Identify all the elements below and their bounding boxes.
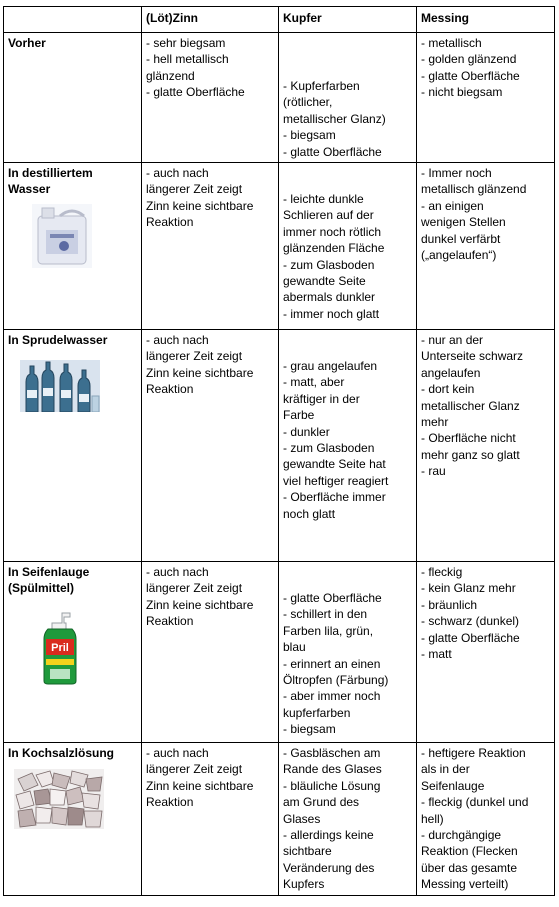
cell-line: - Oberfläche immer — [283, 490, 386, 505]
cell-line: - auch nach — [146, 166, 209, 181]
cell-line: - glatte Oberfläche — [421, 630, 520, 645]
salt-crystals-image — [14, 769, 137, 829]
cell-line: wenigen Stellen — [421, 215, 506, 230]
cell-line: - dort kein — [421, 382, 475, 397]
cell-line: Zinn keine sichtbare — [146, 597, 254, 612]
row-label-destilliertes-wasser — [4, 163, 142, 330]
cell-line: Reaktion — [146, 614, 194, 629]
cell-line: - hell metallisch — [146, 52, 229, 67]
cell-line: Reaktion — [146, 215, 194, 230]
row-label-line: In destilliertem — [8, 166, 93, 181]
cell-line: Zinn keine sichtbare — [146, 198, 254, 213]
cell-kupfer — [279, 33, 417, 163]
cell-line: - leichte dunkle — [283, 192, 364, 207]
water-canister-image — [32, 204, 137, 268]
cell-line: metallischer Glanz) — [283, 111, 386, 126]
cell-line: metallischer Glanz — [421, 398, 520, 413]
cell-line: abermals dunkler — [283, 290, 376, 305]
cell-messing — [417, 163, 555, 330]
cell-line: Öltropfen (Färbung) — [283, 673, 389, 688]
cell-line: - durchgängige — [421, 828, 502, 843]
cell-line: Kupfers — [283, 877, 325, 892]
cell-zinn — [142, 330, 279, 562]
cell-line: Reaktion — [146, 382, 194, 397]
cell-messing — [417, 330, 555, 562]
cell-line: längerer Zeit zeigt — [146, 182, 243, 197]
table-row — [4, 163, 555, 330]
cell-kupfer — [279, 562, 417, 743]
cell-line: sichtbare — [283, 844, 332, 859]
cell-line: - fleckig (dunkel und — [421, 795, 529, 810]
cell-line: Schlieren auf der — [283, 208, 374, 223]
cell-line: längerer Zeit zeigt — [146, 581, 243, 596]
row-label-line: In Seifenlauge — [8, 565, 90, 580]
cell-line: - aber immer noch — [283, 689, 381, 704]
cell-line: (rötlicher, — [283, 95, 333, 110]
cell-line: - rau — [421, 464, 446, 479]
row-label-line: Vorher — [8, 36, 46, 50]
cell-line: Seifenlauge — [421, 778, 485, 793]
row-label-kochsalzloesung — [4, 743, 142, 896]
cell-line: Farbe — [283, 408, 315, 423]
cell-line: - Gasbläschen am — [283, 746, 381, 761]
table-row — [4, 743, 555, 896]
cell-line: - zum Glasboden — [283, 441, 375, 456]
cell-line: gewandte Seite — [283, 274, 366, 289]
cell-line: glänzend — [146, 68, 195, 83]
header-cell-kupfer: Kupfer — [279, 7, 417, 33]
row-label-vorher — [4, 33, 142, 163]
cell-line: - nur an der — [421, 333, 484, 348]
cell-line: Zinn keine sichtbare — [146, 778, 254, 793]
cell-line: - allerdings keine — [283, 828, 374, 843]
cell-line: - Oberfläche nicht — [421, 431, 516, 446]
cell-line: Reaktion (Flecken — [421, 844, 518, 859]
cell-messing — [417, 33, 555, 163]
cell-line: - metallisch — [421, 36, 482, 50]
cell-line: noch glatt — [283, 506, 336, 521]
table-header-row — [4, 7, 555, 33]
cell-messing — [417, 743, 555, 896]
cell-line: längerer Zeit zeigt — [146, 762, 243, 777]
cell-line: Unterseite schwarz — [421, 349, 524, 364]
table-row — [4, 562, 555, 743]
cell-line: - auch nach — [146, 333, 209, 348]
cell-line: - zum Glasboden — [283, 257, 375, 272]
cell-line: - glatte Oberfläche — [283, 144, 382, 159]
cell-line: - nicht biegsam — [421, 85, 503, 100]
cell-line: als in der — [421, 762, 470, 777]
cell-line: - an einigen — [421, 198, 484, 213]
cell-line: - matt — [421, 647, 452, 662]
cell-kupfer — [279, 163, 417, 330]
cell-line: - schillert in den — [283, 607, 368, 622]
pril-bottle-image — [38, 609, 137, 685]
cell-line: - glatte Oberfläche — [283, 591, 382, 606]
cell-kupfer — [279, 330, 417, 562]
cell-line: Zinn keine sichtbare — [146, 365, 254, 380]
cell-line: gewandte Seite hat — [283, 457, 386, 472]
cell-zinn — [142, 163, 279, 330]
cell-line: mehr — [421, 415, 449, 430]
cell-line: immer noch rötlich — [283, 224, 382, 239]
table-row — [4, 33, 555, 163]
cell-line: metallisch glänzend — [421, 182, 527, 197]
cell-messing — [417, 562, 555, 743]
cell-line: kräftiger in der — [283, 391, 360, 406]
cell-line: - sehr biegsam — [146, 36, 226, 50]
cell-line: - Kupferfarben — [283, 79, 360, 93]
cell-zinn — [142, 743, 279, 896]
row-label-sprudelwasser — [4, 330, 142, 562]
cell-line: am Grund des — [283, 795, 360, 810]
cell-line: glänzenden Fläche — [283, 241, 385, 256]
cell-line: - Immer noch — [421, 166, 492, 181]
cell-line: - immer noch glatt — [283, 306, 380, 321]
cell-line: Glases — [283, 811, 321, 826]
svg-text:Pril: Pril — [51, 641, 69, 654]
row-label-line: Wasser — [8, 182, 51, 197]
cell-line: - fleckig — [421, 565, 463, 580]
cell-line: Messing verteilt) — [421, 877, 509, 892]
cell-line: längerer Zeit zeigt — [146, 349, 243, 364]
cell-line: - glatte Oberfläche — [421, 68, 520, 83]
cell-line: - bläuliche Lösung — [283, 778, 381, 793]
cell-line: - grau angelaufen — [283, 359, 378, 374]
cell-line: - schwarz (dunkel) — [421, 614, 520, 629]
cell-line: viel heftiger reagiert — [283, 473, 389, 488]
cell-line: - erinnert an einen — [283, 656, 381, 671]
cell-zinn — [142, 562, 279, 743]
water-bottles-image — [20, 360, 137, 412]
cell-line: - auch nach — [146, 746, 209, 761]
cell-line: - golden glänzend — [421, 52, 517, 67]
row-label-line: In Kochsalzlösung — [8, 746, 115, 761]
table-row — [4, 330, 555, 562]
cell-line: - glatte Oberfläche — [146, 85, 245, 100]
cell-line: hell) — [421, 811, 444, 826]
cell-line: kupferfarben — [283, 705, 351, 720]
cell-line: angelaufen — [421, 365, 481, 380]
cell-line: über das gesamte — [421, 860, 518, 875]
cell-line: („angelaufen“) — [421, 248, 497, 263]
document-page — [3, 6, 555, 896]
cell-line: - biegsam — [283, 722, 336, 737]
cell-line: - heftigere Reaktion — [421, 746, 526, 761]
cell-line: Rande des Glases — [283, 762, 382, 777]
header-cell-empty — [4, 7, 142, 33]
header-cell-zinn: (Löt)Zinn — [142, 7, 279, 33]
cell-line: mehr ganz so glatt — [421, 447, 520, 462]
cell-line: dunkel verfärbt — [421, 231, 501, 246]
cell-line: Veränderung des — [283, 860, 375, 875]
cell-line: Farben lila, grün, — [283, 623, 374, 638]
cell-line: - bräunlich — [421, 597, 478, 612]
observation-table — [3, 6, 555, 896]
cell-line: - auch nach — [146, 565, 209, 580]
header-cell-messing: Messing — [417, 7, 555, 33]
cell-line: - dunkler — [283, 424, 330, 439]
cell-kupfer — [279, 743, 417, 896]
cell-line: - biegsam — [283, 128, 336, 143]
cell-line: Reaktion — [146, 795, 194, 810]
row-label-seifenlauge — [4, 562, 142, 743]
cell-zinn — [142, 33, 279, 163]
row-label-line: In Sprudelwasser — [8, 333, 108, 348]
cell-line: - matt, aber — [283, 375, 345, 390]
row-label-line: (Spülmittel) — [8, 581, 74, 596]
cell-line: blau — [283, 640, 306, 655]
cell-line: - kein Glanz mehr — [421, 581, 516, 596]
